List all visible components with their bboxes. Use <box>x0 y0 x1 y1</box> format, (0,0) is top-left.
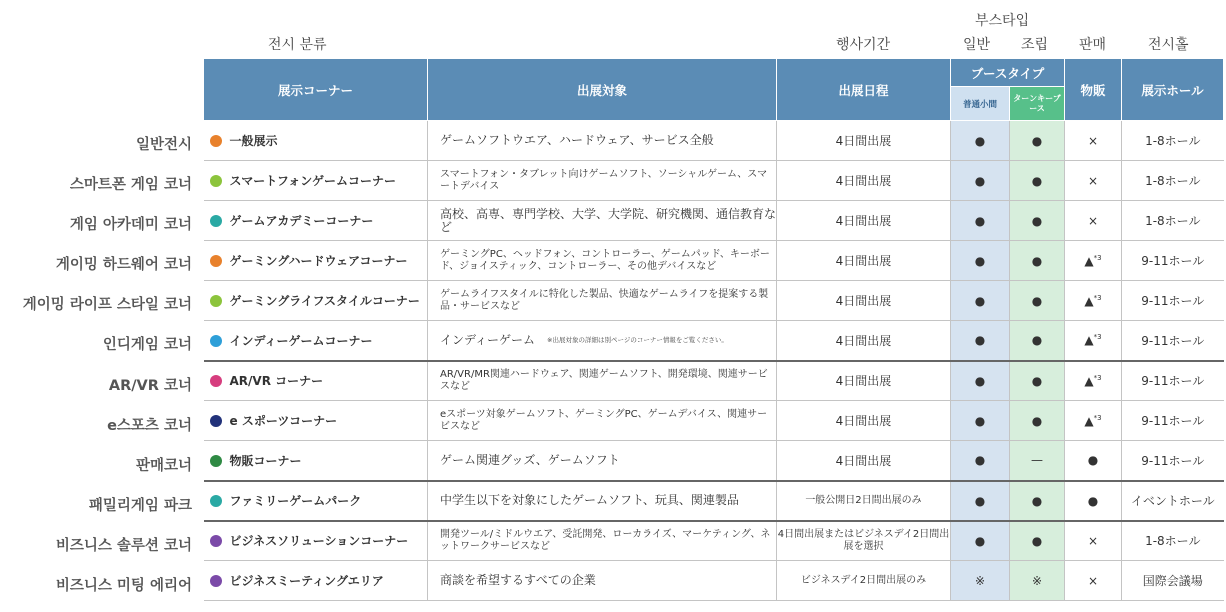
header-hall: 展示ホール <box>1122 59 1224 121</box>
sales-cell <box>1065 441 1122 481</box>
corner-dot-icon <box>210 135 222 147</box>
corner-dot-icon <box>210 455 222 467</box>
schedule-cell: 4日間出展またはビジネスデイ2日間出展を選択 <box>777 521 951 561</box>
target-text: 開発ツール/ミドルウエア、受託開発、ローカライズ、マーケティング、ネットワークサービスなど <box>440 528 771 552</box>
kr-header-assembly: 조립 <box>1021 37 1049 53</box>
corner-dot-icon <box>210 215 222 227</box>
target-cell <box>428 441 777 481</box>
sales-cell <box>1065 241 1122 281</box>
sales-mark: ▲ <box>1084 373 1094 388</box>
hall-cell: 1-8ホール <box>1122 521 1224 561</box>
header-schedule: 出展日程 <box>777 59 951 121</box>
schedule-cell: 4日間出展 <box>777 361 951 401</box>
hall-cell: 1-8ホール <box>1122 201 1224 241</box>
booth-turnkey-cell: ● <box>1010 241 1065 281</box>
target-cell <box>428 481 777 521</box>
header-booth-normal: 普通小間 <box>951 87 1010 121</box>
exhibit-corner-table <box>203 58 1224 601</box>
sales-cell <box>1065 481 1122 521</box>
corner-name: インディーゲームコーナー <box>229 333 373 348</box>
table-row <box>204 161 1224 201</box>
booth-normal-cell: ● <box>951 201 1010 241</box>
table-row <box>204 481 1224 521</box>
hall-cell: 9-11ホール <box>1122 321 1224 361</box>
corner-name: e スポーツコーナー <box>229 414 338 428</box>
hall-cell: 1-8ホール <box>1122 121 1224 161</box>
target-text: 中学生以下を対象にしたゲームソフト、玩具、関連製品 <box>440 493 739 507</box>
target-cell <box>428 121 777 161</box>
sales-cell <box>1065 161 1122 201</box>
header-target: 出展対象 <box>428 59 777 121</box>
corner-cell <box>204 121 428 161</box>
table-row <box>204 401 1224 441</box>
target-text: 高校、高専、専門学校、大学、大学院、研究機関、通信教育など <box>440 206 777 234</box>
target-cell <box>428 361 777 401</box>
sales-cell <box>1065 321 1122 361</box>
booth-turnkey-cell: ● <box>1010 521 1065 561</box>
booth-turnkey-cell: ● <box>1010 361 1065 401</box>
table-row <box>204 121 1224 161</box>
booth-turnkey-cell: ● <box>1010 281 1065 321</box>
corner-cell <box>204 481 428 521</box>
kr-row-label: 판매코너 <box>135 458 192 474</box>
target-cell <box>428 521 777 561</box>
sales-cell <box>1065 201 1122 241</box>
corner-cell <box>204 161 428 201</box>
booth-normal-cell: ● <box>951 241 1010 281</box>
kr-header-category: 전시 분류 <box>268 37 327 53</box>
sales-footnote: *3 <box>1093 333 1102 342</box>
schedule-cell: 4日間出展 <box>777 241 951 281</box>
sales-mark: × <box>1087 173 1099 188</box>
sales-mark: ▲ <box>1084 413 1094 428</box>
booth-normal-cell: ● <box>951 521 1010 561</box>
hall-cell: 国際会議場 <box>1122 561 1224 601</box>
booth-normal-cell: ● <box>951 401 1010 441</box>
kr-header-period: 행사기간 <box>836 37 891 53</box>
target-cell <box>428 161 777 201</box>
target-cell <box>428 281 777 321</box>
sales-cell <box>1065 521 1122 561</box>
corner-dot-icon <box>210 415 222 427</box>
hall-cell: 9-11ホール <box>1122 441 1224 481</box>
sales-footnote: *3 <box>1093 413 1102 422</box>
corner-name: ゲーミングハードウェアコーナー <box>229 254 408 268</box>
corner-cell <box>204 441 428 481</box>
booth-normal-cell: ● <box>951 441 1010 481</box>
sales-mark: ▲ <box>1084 293 1094 308</box>
corner-name: スマートフォンゲームコーナー <box>229 174 397 188</box>
corner-cell <box>204 561 428 601</box>
kr-row-label: 인디게임 코너 <box>102 337 192 353</box>
kr-row-label: AR/VR 코너 <box>108 378 192 394</box>
corner-name: ビジネスミーティングエリア <box>229 574 384 588</box>
schedule-cell: 4日間出展 <box>777 161 951 201</box>
hall-cell: 9-11ホール <box>1122 241 1224 281</box>
kr-row-label: 일반전시 <box>135 137 192 153</box>
booth-normal-cell: ● <box>951 121 1010 161</box>
schedule-cell: ビジネスデイ2日間出展のみ <box>777 561 951 601</box>
booth-normal-cell: ● <box>951 481 1010 521</box>
sales-mark: ▲ <box>1084 253 1094 268</box>
target-text: ゲームソフトウエア、ハードウェア、サービス全般 <box>440 133 714 147</box>
target-text: ゲーム関連グッズ、ゲームソフト <box>440 452 620 467</box>
kr-row-label: 게이밍 라이프 스타일 코너 <box>22 297 192 313</box>
kr-row-label: 패밀리게임 파크 <box>88 498 192 514</box>
corner-cell <box>204 281 428 321</box>
corner-dot-icon <box>210 375 222 387</box>
kr-row-label: 게이밍 하드웨어 코너 <box>55 257 192 273</box>
corner-name: ゲーミングライフスタイルコーナー <box>229 294 420 308</box>
target-cell <box>428 321 777 361</box>
kr-header-booth-type: 부스타입 <box>975 13 1030 29</box>
corner-dot-icon <box>210 575 222 587</box>
target-cell <box>428 401 777 441</box>
hall-cell: 9-11ホール <box>1122 361 1224 401</box>
booth-turnkey-cell: ● <box>1010 321 1065 361</box>
kr-header-general: 일반 <box>963 37 991 53</box>
sales-cell <box>1065 121 1122 161</box>
corner-name: AR/VR コーナー <box>229 374 324 389</box>
sales-mark: ● <box>1087 493 1099 508</box>
booth-turnkey-cell: ● <box>1010 201 1065 241</box>
table-row <box>204 561 1224 601</box>
booth-turnkey-cell: ※ <box>1010 561 1065 601</box>
kr-header-hall: 전시홀 <box>1148 37 1189 53</box>
corner-name: ファミリーゲームパーク <box>229 494 362 508</box>
corner-dot-icon <box>210 175 222 187</box>
schedule-cell: 4日間出展 <box>777 321 951 361</box>
sales-cell <box>1065 561 1122 601</box>
booth-normal-cell: ● <box>951 321 1010 361</box>
schedule-cell: 4日間出展 <box>777 201 951 241</box>
booth-normal-cell: ● <box>951 361 1010 401</box>
kr-row-label: 비즈니스 솔루션 코너 <box>55 538 192 554</box>
table-row <box>204 281 1224 321</box>
booth-normal-cell: ● <box>951 281 1010 321</box>
sales-footnote: *3 <box>1093 293 1102 302</box>
booth-turnkey-cell: ● <box>1010 401 1065 441</box>
table-row <box>204 361 1224 401</box>
sales-mark: ▲ <box>1084 333 1094 348</box>
header-corner: 展示コーナー <box>204 59 428 121</box>
corner-dot-icon <box>210 335 222 347</box>
corner-name: ビジネスソリューションコーナー <box>229 534 409 549</box>
target-text: ゲーミングPC、ヘッドフォン、コントローラー、ゲームパッド、キーボード、ジョイスティック、コントローラー、その他デバイスなど <box>440 248 770 272</box>
table-row <box>204 441 1224 481</box>
booth-turnkey-cell: ● <box>1010 481 1065 521</box>
target-cell <box>428 561 777 601</box>
sales-cell <box>1065 281 1122 321</box>
kr-row-label: 스마트폰 게임 코너 <box>69 177 192 193</box>
target-text: ゲームライフスタイルに特化した製品、快適なゲームライフを提案する製品・サービスなど <box>440 288 769 312</box>
table-row <box>204 521 1224 561</box>
target-cell <box>428 201 777 241</box>
corner-dot-icon <box>210 255 222 267</box>
schedule-cell: 4日間出展 <box>777 121 951 161</box>
target-text: インディーゲーム <box>440 332 536 347</box>
sales-mark: × <box>1087 573 1099 588</box>
corner-name: ゲームアカデミーコーナー <box>229 214 374 228</box>
schedule-cell: 4日間出展 <box>777 281 951 321</box>
kr-row-label: e스포츠 코너 <box>107 418 192 434</box>
sales-mark: × <box>1087 213 1099 228</box>
target-text: 商談を希望するすべての企業 <box>440 573 596 587</box>
hall-cell: イベントホール <box>1122 481 1224 521</box>
schedule-cell: 一般公開日2日間出展のみ <box>777 481 951 521</box>
header-booth-turnkey: ターンキーブース <box>1010 87 1065 121</box>
table-row <box>204 201 1224 241</box>
schedule-cell: 4日間出展 <box>777 441 951 481</box>
sales-footnote: *3 <box>1093 373 1102 382</box>
kr-header-sales: 판매 <box>1079 37 1107 53</box>
sales-cell <box>1065 401 1122 441</box>
booth-normal-cell: ※ <box>951 561 1010 601</box>
corner-cell <box>204 241 428 281</box>
hall-cell: 9-11ホール <box>1122 281 1224 321</box>
hall-cell: 1-8ホール <box>1122 161 1224 201</box>
corner-dot-icon <box>210 295 222 307</box>
header-sales: 物販 <box>1065 59 1122 121</box>
corner-dot-icon <box>210 495 222 507</box>
corner-name: 一般展示 <box>229 134 278 148</box>
kr-row-label: 비즈니스 미팅 에리어 <box>55 578 192 594</box>
corner-cell <box>204 321 428 361</box>
sales-footnote: *3 <box>1093 253 1102 262</box>
sales-mark: ● <box>1087 453 1099 468</box>
target-text: eスポーツ対象ゲームソフト、ゲーミングPC、ゲームデバイス、関連サービスなど <box>440 408 768 432</box>
corner-cell <box>204 201 428 241</box>
booth-normal-cell: ● <box>951 161 1010 201</box>
sales-mark: × <box>1087 133 1099 148</box>
target-cell <box>428 241 777 281</box>
sales-mark: × <box>1087 533 1099 548</box>
header-booth-type: ブースタイプ <box>951 59 1065 87</box>
hall-cell: 9-11ホール <box>1122 401 1224 441</box>
booth-turnkey-cell: ● <box>1010 121 1065 161</box>
booth-turnkey-cell: ● <box>1010 161 1065 201</box>
target-text: AR/VR/MR関連ハードウェア、関連ゲームソフト、開発環境、関連サービスなど <box>440 368 768 392</box>
corner-cell <box>204 401 428 441</box>
corner-dot-icon <box>210 535 222 547</box>
kr-row-label: 게임 아카데미 코너 <box>69 217 192 233</box>
corner-cell <box>204 361 428 401</box>
target-note: ※出展対象の詳細は別ページのコーナー情報をご覧ください。 <box>547 336 728 345</box>
booth-turnkey-cell: — <box>1010 441 1065 481</box>
corner-name: 物販コーナー <box>229 453 302 468</box>
corner-cell <box>204 521 428 561</box>
table-row <box>204 321 1224 361</box>
schedule-cell: 4日間出展 <box>777 401 951 441</box>
sales-cell <box>1065 361 1122 401</box>
target-text: スマートフォン・タブレット向けゲームソフト、ソーシャルゲーム、スマートデバイス <box>440 168 768 192</box>
table-row <box>204 241 1224 281</box>
